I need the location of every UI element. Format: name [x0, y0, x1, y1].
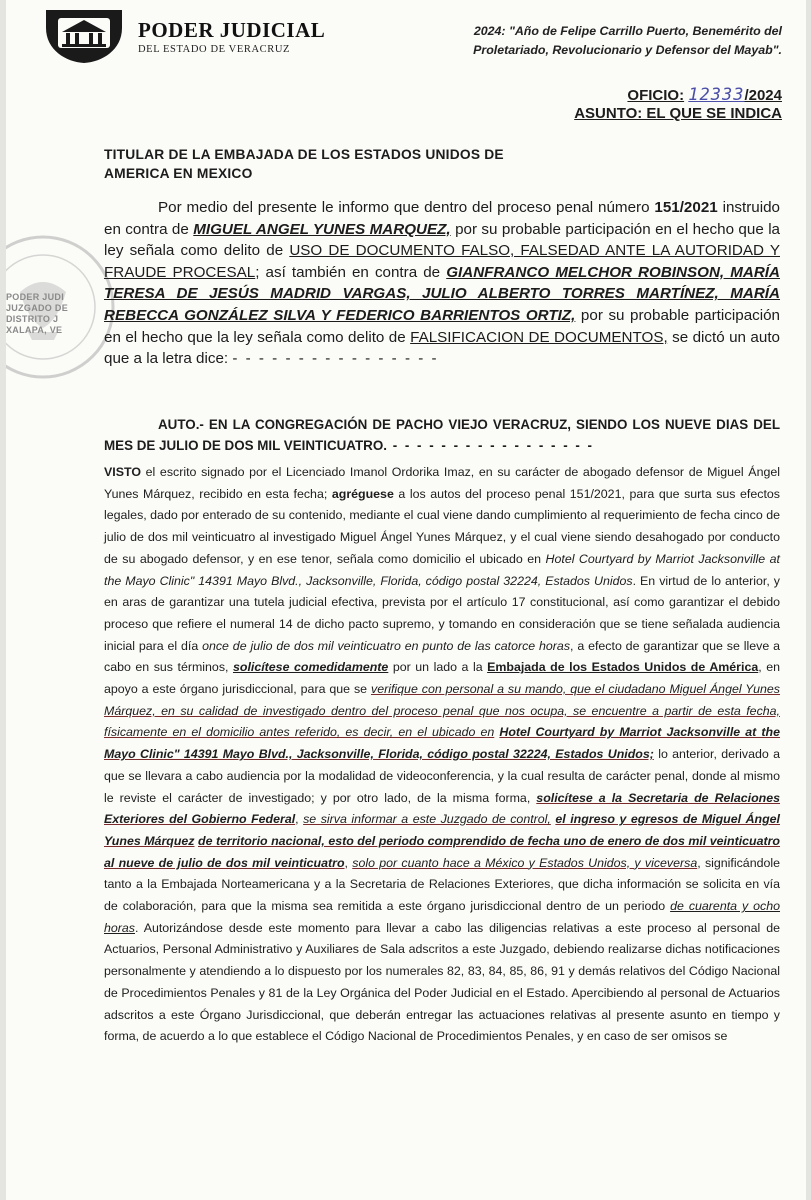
- request-embassy: solicítese comedidamente: [232, 660, 389, 675]
- case-number: 151/2021: [654, 199, 718, 216]
- oficio-number: 12333: [688, 85, 745, 105]
- inform-clause: se sirva informar a este Juzgado de control,: [303, 812, 551, 827]
- embassy-name: Embajada de los Estados Unidos de América: [487, 660, 759, 675]
- oficio-label: OFICIO:: [627, 87, 685, 104]
- request-sre: solicítese a la Secretaria de Relaciones Exteriores del Gobierno Federal: [104, 790, 780, 827]
- ingress-clause: el ingreso y egresos de Miguel Ángel Yunes Márquez: [104, 812, 780, 848]
- territory-period: de territorio nacional, esto del periodo comprendido de fecha uno de enero de dos mil veinticuatro al nueve de julio de dos mil veinticuatro: [104, 833, 781, 870]
- auto-text: AUTO.- EN LA CONGREGACIÓN DE PACHO VIEJO VERACRUZ, SIENDO LOS NUEVE DIAS DEL MES DE JULIO DE DOS MIL VEINTICUATRO.: [104, 417, 780, 453]
- reference-block: [574, 86, 782, 123]
- hearing-date: once de julio de dos mil veinticuatro en punto de las catorce horas: [202, 638, 571, 653]
- year-motto: [378, 22, 782, 60]
- addressee-line-2: AMERICA EN MEXICO: [104, 166, 253, 181]
- crimes-secondary: FALSIFICACION DE DOCUMENTOS,: [410, 328, 668, 346]
- document-page: [6, 0, 806, 1200]
- agreguese-word: agréguese: [331, 486, 394, 501]
- resolution-paragraph: VISTO el escrito signado por el Licenciado Imanol Ordorika Imaz, en su carácter de abogado defensor de Miguel Ángel Yunes Márquez, recibido en esta fecha; agréguese a los autos del proceso penal 151/2021, para que surta sus efectos legales, dado por enterado de su contenido, mediante el cual viene dando cumplimiento al requerimiento de fecha cinco de julio de dos mil veinticuatro al investigado Miguel Ángel Yunes Márquez, y el cual viene siendo desahogado por conducto de su abogado defensor, y en ese tenor, señala como domicilio el ubicado en Hotel Courtyard by Marriot Jacksonville at the Mayo Clinic" 14391 Mayo Blvd., Jacksonville, Florida, código postal 32224, Estados Unidos. En virtud de lo anterior, y en aras de garantizar una tutela judicial efectiva, prevista por el artículo 17 constitucional, así como garantizar el debido proceso que refiere el numeral 14 de dicho pacto supremo, y tomando en consideración que se tiene señalada audiencia inicial para el día once de julio de dos mil veinticuatro en punto de las catorce horas, a efecto de garantizar que se lleve a cabo en sus términos, solicítese comedidamente por un lado a la Embajada de los Estados Unidos de América, en apoyo a este órgano jurisdiccional, para que se verifique con personal a su mando, que el ciudadano Miguel Ángel Yunes Márquez, en su calidad de investigado dentro del proceso penal que nos ocupa, se encuentre a partir de esta fecha, físicamente en el domicilio antes referido, es decir, en el ubicado en Hotel Courtyard by Marriot Jacksonville at the Mayo Clinic" 14391 Mayo Blvd., Jacksonville, Florida, código postal 32224, Estados Unidos; lo anterior, derivado a que se llevara a cabo audiencia por la modalidad de videoconferencia, y la cual resulta de carácter penal, donde al mismo le reviste el carácter de investigado; y por otro lado, de la misma forma, solicítese a la Secretaria de Relaciones Exteriores del Gobierno Federal, se sirva informar a este Juzgado de control, el ingreso y egresos de Miguel Ángel Yunes Márquez de territorio nacional, esto del periodo comprendido de fecha uno de enero de dos mil veinticuatro al nueve de julio de dos mil veinticuatro, solo por cuanto hace a México y Estados Unidos, y viceversa, significándole tanto a la Embajada Norteamericana y a la Secretaria de Relaciones Exteriores, que dicha información se solicita en vía de colaboración, para que la misma sea remitida a este órgano jurisdiccional dentro de un periodo de cuarenta y ocho horas. Autorizándose desde este momento para llevar a cabo las diligencias relativas a este proceso al personal de Actuarios, Personal Administrativo y Auxiliares de Sala adscritos a este Juzgado, debiendo realizarse dichas notificaciones personalmente y atendiendo a lo dispuesto por los numerales 82, 83, 84, 85, 86, 91 y demás relativos del Código Nacional de Procedimientos Penales y 81 de la Ley Orgánica del Poder Judicial en el Estado. Apercibiendo al personal de Actuarios adscritos a este Órgano Jurisdiccional, que deberán entregar las actuaciones relativas al presente asunto en tiempo y forma, de acuerdo a lo que establece el Código Nacional de Procedimientos Penales, y en caso de ser omisos se: [104, 465, 781, 1044]
- term-clause: de cuarenta y ocho horas: [104, 899, 780, 935]
- judicial-crest-logo: [42, 8, 126, 64]
- institution-subtitle: DEL ESTADO DE VERACRUZ: [138, 44, 291, 55]
- institution-heading: [138, 18, 325, 55]
- addressee-line-1: TITULAR DE LA EMBAJADA DE LOS ESTADOS UNIDOS DE: [104, 147, 504, 162]
- seal-text: PODER JUDI JUZGADO DE DISTRITO J XALAPA, VE: [6, 292, 69, 335]
- visto-word: VISTO: [104, 465, 141, 479]
- motto-line-1: 2024: "Año de Felipe Carrillo Puerto, Benemérito del: [473, 24, 782, 38]
- addressee: [104, 145, 624, 183]
- accused-others: GIANFRANCO MELCHOR ROBINSON, MARÍA TERESA DE JESÚS MADRID VARGAS, JULIO ALBERTO TORRES MARTÍNEZ, MARÍA REBECCA GONZÁLEZ SILVA Y FEDERICO BARRIENTOS ORTIZ,: [104, 263, 780, 324]
- oficio-line: [574, 86, 782, 105]
- verify-clause: verifique con personal a su mando, que el ciudadano Miguel Ángel Yunes Márquez, en su calidad de investigado dentro del proceso penal que nos ocupa, se encuentre a partir de esta fecha, físicamente en el domicilio antes referido, es decir, en el ubicado en: [104, 682, 780, 740]
- motto-line-2: Proletariado, Revolucionario y Defensor del Mayab".: [473, 43, 782, 57]
- intro-paragraph: Por medio del presente le informo que dentro del proceso penal número 151/2021 instruido en contra de MIGUEL ANGEL YUNES MARQUEZ, por su probable participación en el hecho que la ley señala como delito de USO DE DOCUMENTO FALSO, FALSEDAD ANTE LA AUTORIDAD Y FRAUDE PROCESAL; así también en contra de GIANFRANCO MELCHOR ROBINSON, MARÍA TERESA DE JESÚS MADRID VARGAS, JULIO ALBERTO TORRES MARTÍNEZ, MARÍA REBECCA GONZÁLEZ SILVA Y FEDERICO BARRIENTOS ORTIZ, por su probable participación en el hecho que la ley señala como delito de FALSIFICACION DE DOCUMENTOS, se dictó un auto que a la letra dice: - - - - - - - - - - - - - - - -: [104, 199, 781, 368]
- accused-primary: MIGUEL ANGEL YUNES MARQUEZ,: [193, 220, 451, 238]
- scope-clause: solo por cuanto hace a México y Estados Unidos, y viceversa: [352, 855, 698, 870]
- address-first: Hotel Courtyard by Marriot Jacksonville at the Mayo Clinic" 14391 Mayo Blvd., Jacksonville, Florida, código postal 32224, Estados Unidos: [104, 551, 781, 588]
- institution-name: PODER JUDICIAL: [138, 18, 326, 42]
- auto-heading: AUTO.- EN LA CONGREGACIÓN DE PACHO VIEJO VERACRUZ, SIENDO LOS NUEVE DIAS DEL MES DE JULIO DE DOS MIL VEINTICUATRO. - - - - - - - - - - - - - - - - -: [104, 417, 780, 453]
- asunto-line: ASUNTO: EL QUE SE INDICA: [574, 105, 782, 122]
- crimes-primary: USO DE DOCUMENTO FALSO, FALSEDAD ANTE LA AUTORIDAD Y FRAUDE PROCESAL: [104, 242, 780, 281]
- oficio-year: /2024: [744, 87, 782, 104]
- address-second: Hotel Courtyard by Marriot Jacksonville at the Mayo Clinic" 14391 Mayo Blvd., Jacksonville, Florida, código postal 32224, Estados Unidos;: [104, 725, 780, 762]
